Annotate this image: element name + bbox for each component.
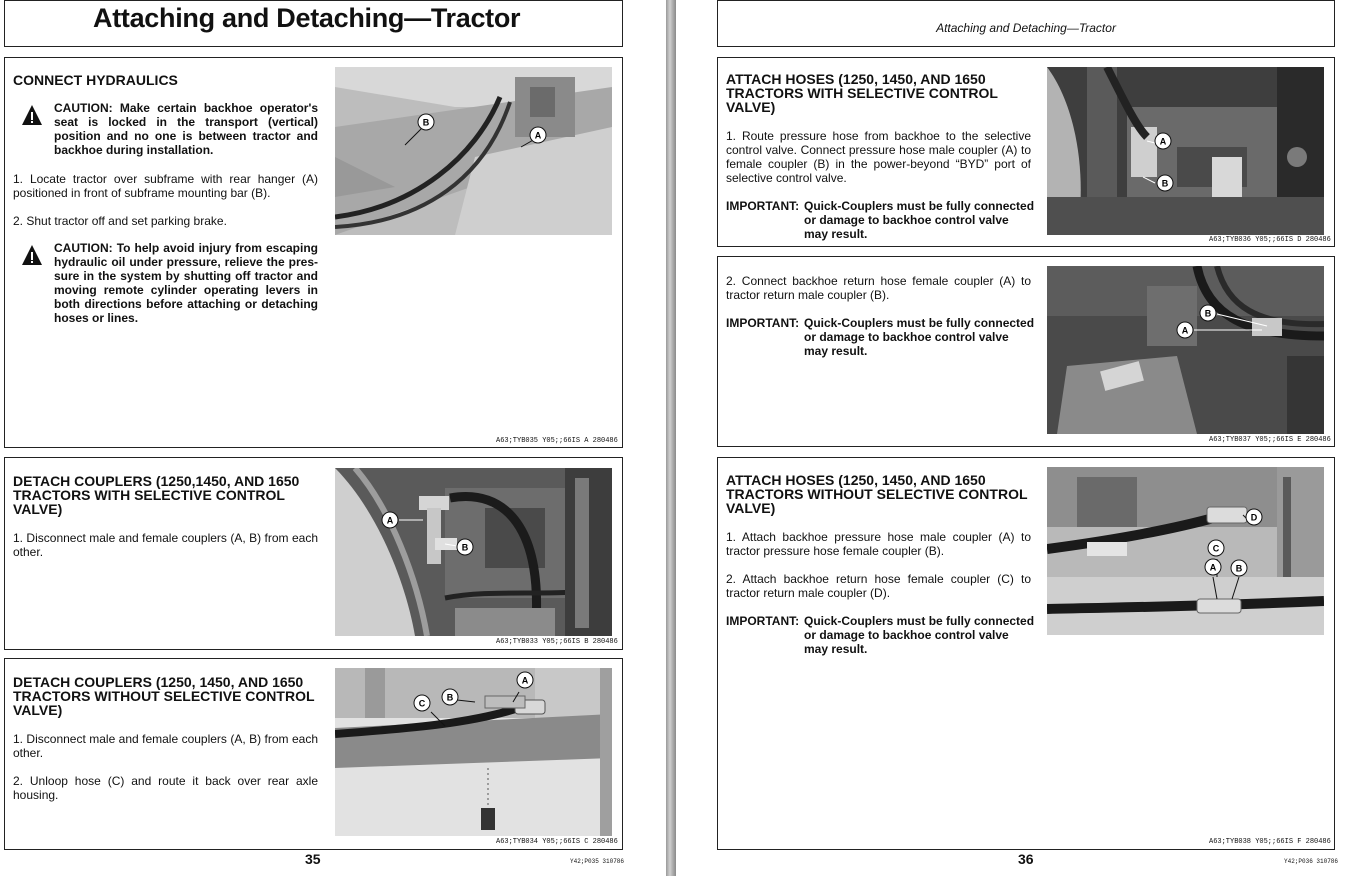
- step-text: 2. Shut tractor off and set parking brake.: [13, 214, 227, 228]
- callout-a: [1204, 558, 1222, 576]
- svg-text:A: A: [521, 675, 529, 686]
- caution-icon: [21, 104, 43, 126]
- callout-b: [1199, 304, 1217, 322]
- important-text: Quick-Couplers must be fully connected or damage to backhoe control valve may result.: [804, 199, 1035, 241]
- right-header-box: [717, 0, 1335, 47]
- callout-b: [1156, 174, 1174, 192]
- section-heading-line: VALVE): [726, 500, 776, 516]
- svg-text:B: B: [446, 692, 454, 703]
- page-number: 36: [1018, 851, 1034, 867]
- section-heading-line: TRACTORS WITH SELECTIVE CONTROL: [13, 487, 285, 503]
- callout-c: [413, 694, 431, 712]
- figure-code: A63;TYB037 Y05;;66IS E 280486: [1209, 436, 1331, 444]
- svg-text:A: A: [386, 515, 394, 526]
- section-heading: CONNECT HYDRAULICS: [13, 72, 178, 88]
- step-text: 1. Locate tractor over subframe with rear hanger (A) positioned in front of subframe mounting bar (B).: [13, 172, 318, 200]
- svg-text:A: A: [534, 130, 542, 141]
- svg-text:B: B: [1235, 563, 1243, 574]
- svg-text:D: D: [1250, 512, 1258, 523]
- caution-text: CAUTION: Make certain backhoe operator's seat is locked in the transport (vertical) position and no one is between tractor and backhoe during installation.: [54, 101, 318, 157]
- callout-b: [456, 538, 474, 556]
- svg-text:A: A: [1181, 325, 1189, 336]
- section-heading-line: DETACH COUPLERS (1250,1450, AND 1650: [13, 473, 300, 489]
- page-title: Attaching and Detaching—Tractor: [93, 3, 521, 33]
- page-header: Attaching and Detaching—Tractor: [936, 21, 1116, 35]
- page-number: 35: [305, 851, 321, 867]
- important-text: Quick-Couplers must be fully connected or damage to backhoe control valve may result.: [804, 316, 1035, 358]
- important-note: [726, 199, 1038, 243]
- important-note: [726, 316, 1038, 360]
- callout-b: [1230, 559, 1248, 577]
- callout-a: [1154, 132, 1172, 150]
- photo-unloop-hose: [335, 668, 612, 836]
- important-label: IMPORTANT:: [726, 614, 800, 628]
- callout-d: [1245, 508, 1263, 526]
- photo-scv-couplers: [335, 468, 612, 636]
- figure-code: A63;TYB035 Y05;;66IS A 280486: [496, 437, 618, 445]
- important-label: IMPORTANT:: [726, 199, 800, 213]
- svg-text:A: A: [1209, 562, 1217, 573]
- photo-no-scv-attach: [1047, 467, 1324, 635]
- section-heading-line: VALVE): [13, 501, 63, 517]
- step-text: 2. Attach backhoe return hose female coupler (C) to tractor return male coupler (D).: [726, 572, 1031, 600]
- section-heading-line: TRACTORS WITHOUT SELECTIVE CONTROL: [13, 688, 315, 704]
- section-heading-line: VALVE): [13, 702, 63, 718]
- step-text: 1. Attach backhoe pressure hose male coupler (A) to tractor pressure hose female coupler (B).: [726, 530, 1031, 558]
- footer-code: Y42;P035 310786: [570, 858, 625, 865]
- step-text: 1. Disconnect male and female couplers (A, B) from each other.: [13, 732, 318, 760]
- page-gutter: [666, 0, 676, 876]
- step-text: 2. Connect backhoe return hose female coupler (A) to tractor return male coupler (B).: [726, 274, 1031, 302]
- svg-text:B: B: [1161, 178, 1169, 189]
- svg-text:B: B: [1204, 308, 1212, 319]
- photo-scv-attach: [1047, 67, 1324, 235]
- callout-c: [1207, 539, 1225, 557]
- detach-couplers-with-scv-section: [4, 457, 623, 650]
- right-page: [676, 0, 1353, 876]
- attach-hoses-without-scv-section: [717, 457, 1335, 850]
- svg-text:C: C: [418, 698, 426, 709]
- callout-a: [381, 511, 399, 529]
- left-title-box: [4, 0, 623, 47]
- important-note: [726, 614, 1038, 658]
- figure-code: A63;TYB033 Y05;;66IS B 280486: [496, 638, 618, 646]
- callout-a: [516, 671, 534, 689]
- section-heading-line: VALVE): [726, 99, 776, 115]
- attach-hoses-with-scv-section: [717, 57, 1335, 247]
- caution-text: CAUTION: To help avoid injury from escaping hydraulic oil under pressure, relieve the pres-sure in the system by shutting off tractor and moving remote cylinder operating levers in both directions before attaching or detaching hoses or lines.: [54, 241, 318, 325]
- callout-a: [1176, 321, 1194, 339]
- photo-hitch: [335, 67, 612, 235]
- callout-b: [441, 688, 459, 706]
- detach-couplers-without-scv-section: [4, 658, 623, 850]
- connect-hydraulics-section: [4, 57, 623, 448]
- step-text: 1. Disconnect male and female couplers (A, B) from each other.: [13, 531, 318, 559]
- callout-a: [529, 126, 547, 144]
- section-heading-line: TRACTORS WITH SELECTIVE CONTROL: [726, 85, 998, 101]
- svg-text:B: B: [461, 542, 469, 553]
- section-heading-line: TRACTORS WITHOUT SELECTIVE CONTROL: [726, 486, 1028, 502]
- left-page: [0, 0, 666, 876]
- svg-text:A: A: [1159, 136, 1167, 147]
- step-text: 2. Unloop hose (C) and route it back over rear axle housing.: [13, 774, 318, 802]
- caution-icon: [21, 244, 43, 266]
- footer-code: Y42;P036 310786: [1284, 858, 1339, 865]
- figure-code: A63;TYB034 Y05;;66IS C 280486: [496, 838, 618, 846]
- svg-text:C: C: [1212, 543, 1220, 554]
- figure-code: A63;TYB036 Y05;;66IS D 280486: [1209, 236, 1331, 244]
- callout-b: [417, 113, 435, 131]
- section-heading-line: DETACH COUPLERS (1250, 1450, AND 1650: [13, 674, 304, 690]
- photo-return-hose: [1047, 266, 1324, 434]
- step-text: 1. Route pressure hose from backhoe to the selective control valve. Connect pressure hose male coupler (A) to female coupler (B) in the power-beyond “BYD” port of selective control valve.: [726, 129, 1031, 185]
- section-heading-line: ATTACH HOSES (1250, 1450, AND 1650: [726, 71, 986, 87]
- important-label: IMPORTANT:: [726, 316, 800, 330]
- important-text: Quick-Couplers must be fully connected or damage to backhoe control valve may result.: [804, 614, 1035, 656]
- svg-text:B: B: [422, 117, 430, 128]
- section-heading-line: ATTACH HOSES (1250, 1450, AND 1650: [726, 472, 986, 488]
- connect-return-hose-section: [717, 256, 1335, 447]
- figure-code: A63;TYB038 Y05;;66IS F 280486: [1209, 838, 1331, 846]
